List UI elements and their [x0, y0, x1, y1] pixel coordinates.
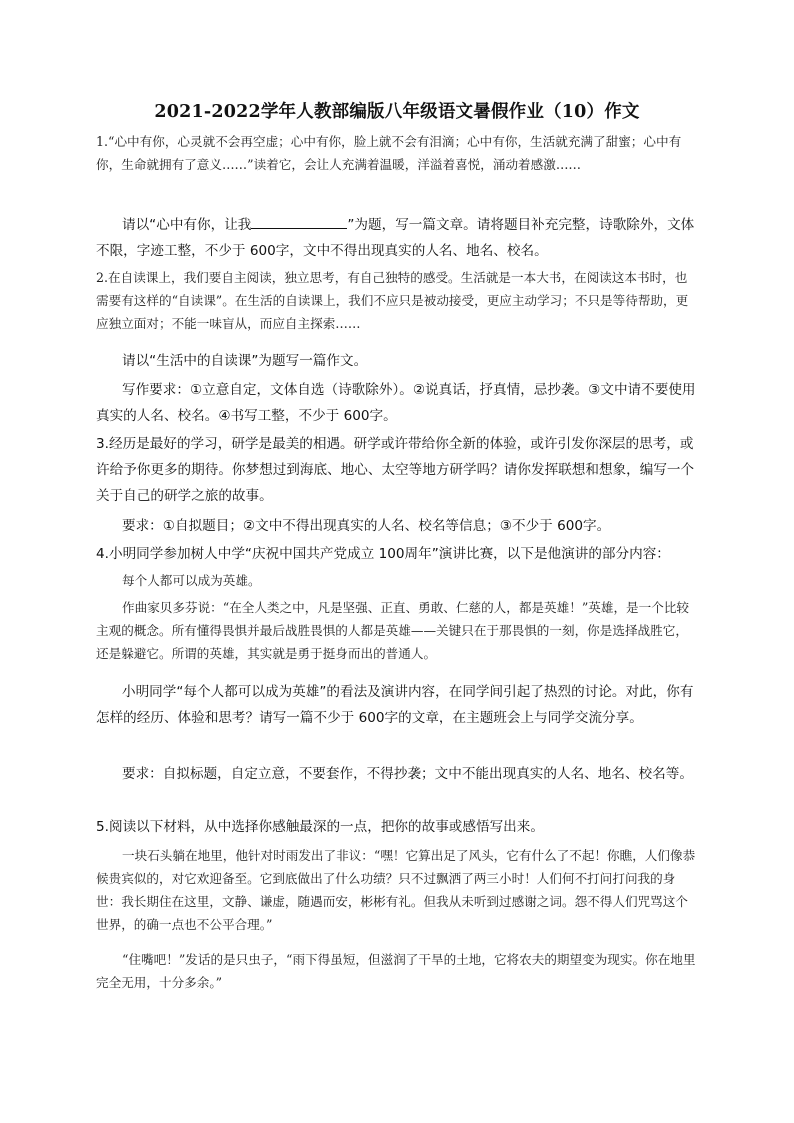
q1-prompt: [96, 212, 696, 264]
page-title: 2021-2022学年人教部编版八年级语文暑假作业（10）作文: [154, 102, 640, 122]
title-fill-blank: [251, 214, 347, 229]
q2-requirements: 写作要求：①立意自定，文体自选（诗歌除外）。②说真话，抒真情，忌抄袭。③文中请不要使用真实的人名、校名。④书写工整，不少于 600字。: [96, 382, 696, 424]
q5-para2: “住嘴吧！”发话的是只虫子，“雨下得虽短，但滋润了干旱的土地，它将农夫的期望变为现实。你在地里完全无用，十分多余。”: [96, 952, 696, 990]
q5-intro: 5.阅读以下材料，从中选择你感触最深的一点，把你的故事或感悟写出来。: [96, 819, 544, 835]
q2-material: 2.在自读课上，我们要自主阅读，独立思考，有自己独特的感受。生活就是一本大书，在阅读这本书时，也需要有这样的“自读课”。在生活的自读课上，我们不应只是被动接受，更应主动学习；不只是等待帮助，更应独立面对；不能一味盲从，而应自主探索……: [96, 270, 689, 331]
q4-speech-line1: 每个人都可以成为英雄。: [122, 573, 261, 588]
q2-prompt: 请以“生活中的自读课”为题写一篇作文。: [122, 353, 368, 369]
q4-intro: 4.小明同学参加树人中学“庆祝中国共产党成立 100周年”演讲比赛，以下是他演讲的部分内容：: [96, 546, 670, 562]
q3-requirements: 要求：①自拟题目；②文中不得出现真实的人名、校名等信息；③不少于 600字。: [122, 518, 611, 534]
q3-text: 3.经历是最好的学习，研学是最美的相遇。研学或许带给你全新的体验，或许引发你深层的思考，或许给予你更多的期待。你梦想过到海底、地心、太空等地方研学吗？请你发挥联想和想象，编写一个关于自己的研学之旅的故事。: [96, 436, 695, 504]
q4-prompt: 小明同学“每个人都可以成为英雄”的看法及演讲内容，在同学间引起了热烈的讨论。对此，你有怎样的经历、体验和思考？请写一篇不少于 600字的文章，在主题班会上与同学交流分享。: [96, 684, 694, 726]
q1-prompt-before: 请以“心中有你，让我: [122, 217, 252, 233]
q1-prompt-after: ”为题，写一篇文章。请将题目补充完整，诗歌除外，文体不限，字迹工整，不少于 600字，文中不得出现真实的人名、地名、校名。: [96, 217, 695, 259]
q4-requirements: 要求：自拟标题，自定立意，不要套作，不得抄袭；文中不能出现真实的人名、地名、校名等。: [122, 766, 693, 782]
q4-speech-line2: 作曲家贝多芬说：“在全人类之中，凡是坚强、正直、勇敢、仁慈的人，都是英雄！”英雄，是一个比较主观的概念。所有懂得畏惧并最后战胜畏惧的人都是英雄——关键只在于那畏惧的一刻，你是选择战胜它，还是躲避它。所谓的英雄，其实就是勇于挺身而出的普通人。: [96, 600, 690, 661]
q5-para1: 一块石头躺在地里，他针对时雨发出了非议：“嘿！它算出足了风头，它有什么了不起！你瞧，人们像恭候贵宾似的，对它欢迎备至。它到底做出了什么功绩？只不过飘洒了两三小时！人们何不打问打问我的身世：我长期住在这里，文静、谦虚，随遇而安，彬彬有礼。但我从未听到过感谢之词。怨不得人们咒骂这个世界，的确一点也不公平合理。”: [96, 848, 696, 932]
q1-material: 1.“心中有你，心灵就不会再空虚；心中有你，脸上就不会有泪滴；心中有你，生活就充满了甜蜜；心中有你，生命就拥有了意义……”读着它，会让人充满着温暖，洋溢着喜悦，涌动着感激……: [96, 134, 682, 172]
